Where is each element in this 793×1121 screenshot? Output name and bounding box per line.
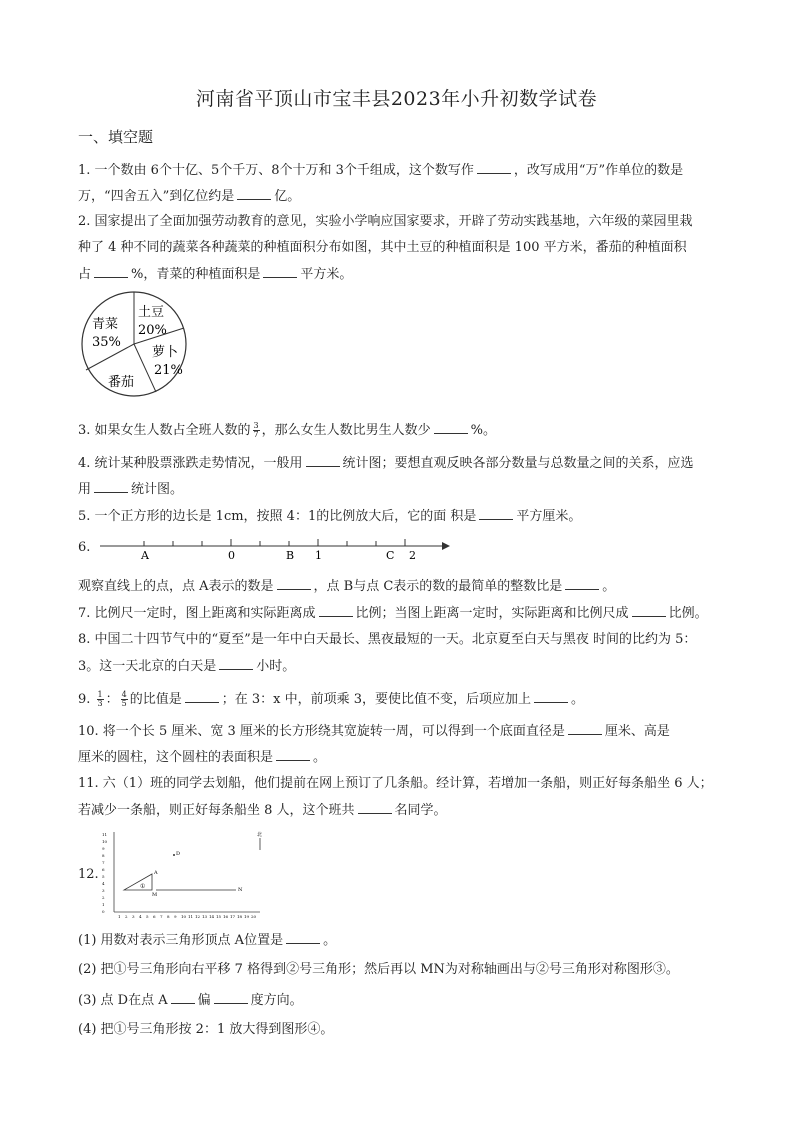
- north-label: 北: [257, 832, 263, 838]
- x-tick-label: 15: [216, 914, 222, 919]
- x-tick-label: 8: [167, 914, 170, 919]
- pie-label-qingcai: 青菜: [92, 317, 119, 332]
- fraction: [97, 691, 104, 708]
- fraction-denominator: 3: [97, 699, 103, 708]
- answer-blank[interactable]: [276, 748, 310, 761]
- question-10-line-1: [78, 722, 728, 741]
- answer-blank[interactable]: [632, 604, 666, 617]
- answer-blank[interactable]: [477, 161, 511, 174]
- q3-text-b: ，那么女生人数比男生人数少: [261, 423, 431, 438]
- question-2-line-3: [78, 265, 728, 284]
- question-4-line-2: [78, 480, 728, 499]
- y-tick-label: 11: [102, 832, 108, 837]
- y-tick-label: 9: [102, 846, 105, 851]
- answer-blank[interactable]: [434, 421, 468, 434]
- coordinate-grid-figure: [100, 828, 280, 920]
- q3-text-c: %。: [470, 423, 497, 438]
- q10-text-d: 。: [313, 750, 327, 765]
- fraction-numerator: 3: [253, 421, 259, 430]
- x-tick-label: 6: [153, 914, 156, 919]
- x-tick-label: 12: [195, 914, 201, 919]
- q6-text-a: 观察直线上的点，点 A表示的数是: [78, 579, 274, 594]
- tick-label-1: 1: [315, 549, 322, 562]
- y-tick-label: 2: [102, 895, 105, 900]
- q12-s1-text-a: (1) 用数对表示三角形顶点 A位置是: [78, 933, 284, 948]
- q9-label: 9.: [78, 692, 91, 707]
- answer-blank[interactable]: [237, 187, 271, 200]
- x-tick-label: 14: [209, 914, 215, 919]
- fraction-denominator: 7: [253, 430, 259, 439]
- x-tick-label: 20: [251, 914, 257, 919]
- q8-text-b: 3。这一天北京的白天是: [78, 659, 217, 674]
- answer-blank[interactable]: [171, 991, 195, 1004]
- y-tick-label: 10: [102, 839, 108, 844]
- pie-label-fanqie: 番茄: [108, 375, 135, 390]
- x-tick-label: 9: [174, 914, 177, 919]
- y-tick-label: 5: [102, 874, 105, 879]
- y-tick-label: 7: [102, 860, 105, 865]
- triangle-1-label: ①: [140, 883, 146, 890]
- question-8-line-2: [78, 657, 728, 676]
- ratio-colon: ：: [105, 692, 119, 707]
- x-tick-label: 1: [118, 914, 121, 919]
- q10-text-a: 10. 将一个长 5 厘米、宽 3 厘米的长方形绕其宽旋转一周，可以得到一个底面直径是: [78, 724, 565, 739]
- point-a-label: A: [141, 549, 149, 562]
- question-12-part-4: (4) 把①号三角形按 2：1 放大得到图形④。: [78, 1022, 334, 1037]
- pie-value-qingcai: 35%: [92, 335, 121, 350]
- y-tick-label: 3: [102, 888, 105, 893]
- y-tick-label: 8: [102, 853, 105, 858]
- question-12-part-3: [78, 991, 728, 1010]
- pie-value-tudou: 20%: [138, 323, 167, 338]
- x-tick-label: 16: [223, 914, 229, 919]
- q11-text-b: 若减少一条船，则正好每条船坐 8 人，这个班共: [78, 803, 355, 818]
- q1-text-c: 万，“四舍五入”到亿位约是: [78, 189, 235, 204]
- x-tick-label: 3: [132, 914, 135, 919]
- fraction-numerator: 4: [121, 690, 127, 699]
- q4-text-c: 用: [78, 482, 92, 497]
- q6-text-b: ，点 B与点 C表示的数的最简单的整数比是: [313, 579, 563, 594]
- answer-blank[interactable]: [277, 577, 311, 590]
- answer-blank[interactable]: [263, 265, 297, 278]
- question-1-line-2: [78, 187, 728, 206]
- y-tick-label: 1: [102, 902, 105, 907]
- answer-blank[interactable]: [534, 690, 568, 703]
- x-tick-label: 7: [160, 914, 163, 919]
- question-1-line-1: [78, 161, 728, 180]
- q12-s3-text-c: 度方向。: [250, 993, 303, 1008]
- q7-text-b: 比例；当图上距离一定时，实际距离和比例尺成: [355, 606, 629, 621]
- fraction-numerator: 1: [97, 690, 103, 699]
- y-tick-label: 0: [102, 909, 105, 914]
- question-12-part-1: [78, 931, 728, 950]
- point-d-label: D: [176, 851, 181, 857]
- answer-blank[interactable]: [286, 931, 320, 944]
- x-tick-label: 2: [125, 914, 128, 919]
- q2-text-e: 平方米。: [300, 267, 353, 282]
- q12-s1-text-b: 。: [323, 933, 337, 948]
- x-tick-label: 19: [244, 914, 250, 919]
- answer-blank[interactable]: [306, 454, 340, 467]
- point-d-marker: [173, 854, 175, 856]
- answer-blank[interactable]: [219, 657, 253, 670]
- q10-text-b: 厘米、高是: [604, 724, 670, 739]
- point-n-label: N: [238, 887, 243, 893]
- question-9: [78, 690, 728, 709]
- point-b-label: B: [286, 549, 295, 562]
- answer-blank[interactable]: [94, 265, 128, 278]
- x-tick-label: 11: [188, 914, 194, 919]
- question-12-label: 12.: [78, 867, 99, 882]
- q2-text-d: %，青菜的种植面积是: [131, 267, 261, 282]
- q1-text-d: 亿。: [274, 189, 301, 204]
- answer-blank[interactable]: [319, 604, 353, 617]
- q3-text-a: 3. 如果女生人数占全班人数的: [78, 423, 251, 438]
- q9-text-d: 。: [571, 692, 585, 707]
- q4-text-a: 4. 统计某种股票涨跌走势情况，一般用: [78, 456, 303, 471]
- question-7: [78, 604, 728, 623]
- question-2-line-1: 2. 国家提出了全面加强劳动教育的意见，实验小学响应国家要求，开辟了劳动实践基地，六年级的菜园里栽: [78, 214, 693, 229]
- x-tick-label: 13: [202, 914, 208, 919]
- question-3: [78, 421, 728, 440]
- question-6-label: 6.: [78, 540, 91, 555]
- q5-text-a: 5. 一个正方形的边长是 1cm，按照 4：1的比例放大后，它的面 积是: [78, 509, 477, 524]
- y-tick-label: 6: [102, 867, 105, 872]
- question-11-line-2: [78, 801, 728, 820]
- arrow-right-icon: [442, 542, 450, 550]
- section-heading: 一、填空题: [78, 128, 154, 146]
- q10-text-c: 厘米的圆柱，这个圆柱的表面积是: [78, 750, 274, 765]
- q12-s3-text-a: (3) 点 D在点 A: [78, 993, 168, 1008]
- vegetable-pie-chart: [76, 290, 196, 402]
- q7-text-a: 7. 比例尺一定时，图上距离和实际距离成: [78, 606, 316, 621]
- pie-value-luobo: 21%: [154, 363, 183, 378]
- q5-text-b: 平方厘米。: [516, 509, 582, 524]
- page-title: 河南省平顶山市宝丰县2023年小升初数学试卷: [195, 88, 598, 110]
- answer-blank[interactable]: [358, 801, 392, 814]
- q2-text-c: 占: [78, 267, 92, 282]
- q4-text-b: 统计图；要想直观反映各部分数量与总数量之间的关系，应选: [342, 456, 694, 471]
- x-tick-label: 10: [181, 914, 187, 919]
- question-2-line-2: 种了 4 种不同的蔬菜各种蔬菜的种植面积分布如图，其中土豆的种植面积是 100 平方米，番茄的种植面积: [78, 240, 687, 255]
- question-5: [78, 507, 728, 526]
- answer-blank[interactable]: [565, 577, 599, 590]
- q12-s3-text-b: 偏: [197, 993, 211, 1008]
- q1-text-a: 1. 一个数由 6个十亿、5个千万、8个十万和 3个千组成，这个数写作: [78, 163, 474, 178]
- y-tick-label: 4: [102, 881, 105, 886]
- q9-text-b: 的比值是: [129, 692, 182, 707]
- tick-label-2: 2: [409, 549, 416, 562]
- number-line: [96, 535, 452, 563]
- point-m-label: M: [152, 892, 158, 898]
- x-tick-label: 5: [146, 914, 149, 919]
- fraction: [253, 422, 260, 439]
- fraction: [121, 691, 128, 708]
- q4-text-d: 统计图。: [131, 482, 184, 497]
- question-10-line-2: [78, 748, 728, 767]
- q8-text-c: 小时。: [256, 659, 296, 674]
- q7-text-c: 比例。: [668, 606, 708, 621]
- answer-blank[interactable]: [214, 991, 248, 1004]
- answer-blank[interactable]: [185, 690, 219, 703]
- x-tick-label: 4: [139, 914, 142, 919]
- question-12-part-2: (2) 把①号三角形向右平移 7 格得到②号三角形；然后再以 MN为对称轴画出与②号三角形对称图形③。: [78, 962, 679, 977]
- pie-label-tudou: 土豆: [138, 305, 165, 320]
- answer-blank[interactable]: [94, 480, 128, 493]
- q11-text-c: 名同学。: [394, 803, 447, 818]
- point-c-label: C: [386, 549, 395, 562]
- question-8-line-1: 8. 中国二十四节气中的“夏至”是一年中白天最长、黑夜最短的一天。北京夏至白天与黑夜 时间的比约为 5：: [78, 632, 697, 647]
- question-4-line-1: [78, 454, 728, 473]
- triangle-1: [124, 874, 152, 890]
- fraction-denominator: 5: [121, 699, 127, 708]
- q9-text-c: ；在 3：x 中，前项乘 3，要使比值不变，后项应加上: [221, 692, 532, 707]
- x-tick-label: 18: [237, 914, 243, 919]
- pie-label-luobo: 萝卜: [152, 345, 179, 360]
- point-a-label: A: [154, 870, 158, 876]
- question-6-text: [78, 577, 728, 596]
- tick-label-0: 0: [228, 549, 235, 562]
- x-tick-label: 17: [230, 914, 236, 919]
- answer-blank[interactable]: [479, 507, 513, 520]
- q1-text-b: ，改写成用“万”作单位的数是: [513, 163, 684, 178]
- q6-text-c: 。: [602, 579, 616, 594]
- answer-blank[interactable]: [568, 722, 602, 735]
- question-11-line-1: 11. 六（1）班的同学去划船，他们提前在网上预订了几条船。经计算，若增加一条船，则正好每条船坐 6 人；: [78, 776, 713, 791]
